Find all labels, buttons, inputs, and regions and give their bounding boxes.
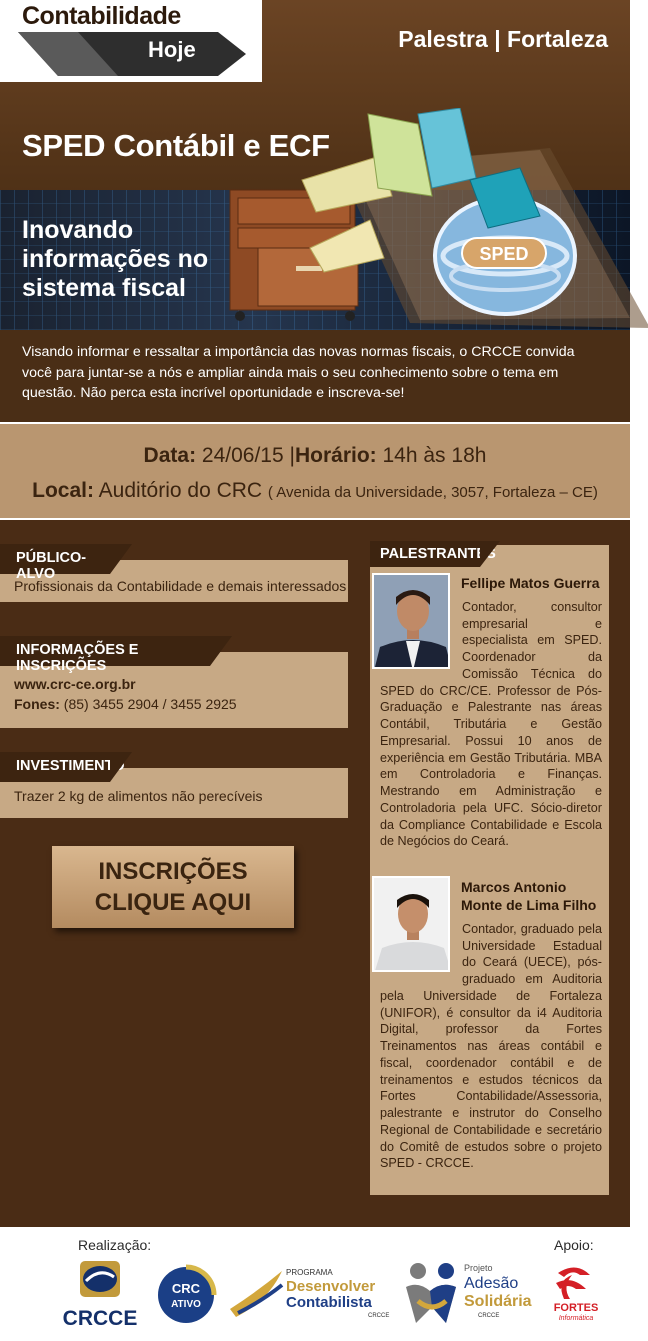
speakers-heading: PALESTRANTES xyxy=(370,541,480,567)
fortes-logo[interactable] xyxy=(550,1261,602,1323)
sped-illustration xyxy=(220,108,648,333)
date-separator: | xyxy=(289,444,295,467)
support-label: Apoio: xyxy=(554,1237,594,1253)
adesao-text: Adesão xyxy=(464,1275,519,1292)
audience-panel xyxy=(0,550,348,602)
desenvolver-text: Desenvolver xyxy=(286,1278,376,1295)
location-address: ( Avenida da Universidade, 3057, Fortaleza – CE) xyxy=(267,484,598,501)
time-value: 14h às 18h xyxy=(382,444,487,467)
brand-word: Contabilidade xyxy=(22,2,181,30)
speaker-1-bio xyxy=(380,599,602,850)
speaker-1-photo-spacer xyxy=(380,599,462,673)
investment-text: Trazer 2 kg de alimentos não perecíveis xyxy=(14,788,263,804)
investment-heading: INVESTIMENTO xyxy=(0,752,110,782)
solidaria-text: Solidária xyxy=(464,1293,532,1310)
organizer-label: Realização: xyxy=(78,1237,152,1253)
event-type-tag: Palestra | Fortaleza xyxy=(398,26,608,52)
speaker-1-bio-text: Contador, consultor empresarial e especialista em SPED. Coordenador da Comissão Técnica do SPED do CRC/CE. Professor de Pós-Graduação e Palestrante nas áreas Contábil, Tributária e Gestão Empresarial. Possui 10 anos de experiência em Gestão Tributária. MBA em Controladoria e Finanças. Mestrando em Administração e Controladoria pela UFC. Sócio-diretor da Compliance Contabilidade e Escola de Negócios do Ceará. xyxy=(380,600,602,849)
location-line xyxy=(0,479,630,503)
crc-ativo-bottom: ATIVO xyxy=(171,1299,201,1310)
desenvolver-contabilista-logo[interactable] xyxy=(228,1261,394,1327)
brand-logo[interactable] xyxy=(0,0,262,82)
brand-arrow-icon xyxy=(18,28,248,78)
audience-heading: PÚBLICO-ALVO xyxy=(0,544,110,574)
intro-text: Visando informar e ressaltar a importância das novas normas fiscais, o CRCCE convida você para juntar-se a nós e ampliar ainda mais o seu conhecimento sobre o tema em questão. Não perca esta incrível oportunidade e inscreva-se! xyxy=(22,344,575,402)
date-value: 24/06/15 xyxy=(201,444,284,467)
footer-sponsors xyxy=(0,1227,648,1341)
informatica-text: Informática xyxy=(558,1315,594,1322)
fortes-text: FORTES xyxy=(553,1302,599,1314)
intro-block xyxy=(0,330,630,422)
event-details xyxy=(0,424,630,518)
phones-label: Fones: xyxy=(14,696,60,713)
crc-ativo-top: CRC xyxy=(171,1281,201,1296)
projeto-text: Projeto xyxy=(464,1263,493,1273)
register-button-label: INSCRIÇÕES CLIQUE AQUI xyxy=(94,858,252,917)
programa-crcce-text: CRCCE xyxy=(368,1313,390,1319)
location-label: Local: xyxy=(32,479,94,502)
speaker-1-name: Fellipe Matos Guerra xyxy=(461,575,600,591)
info-contacts xyxy=(14,674,237,715)
website-link[interactable]: www.crc-ce.org.br xyxy=(14,676,136,692)
speaker-2-bio xyxy=(380,921,602,1172)
investment-panel xyxy=(0,758,348,818)
speaker-2-name: Marcos Antonio Monte de Lima Filho xyxy=(461,879,597,913)
time-label: Horário: xyxy=(294,444,377,467)
contabilista-text: Contabilista xyxy=(286,1294,372,1311)
header-banner xyxy=(0,0,630,330)
info-panel xyxy=(0,642,348,728)
phones-value: (85) 3455 2904 / 3455 2925 xyxy=(63,696,237,713)
date-time-line xyxy=(0,444,630,468)
page-subtitle: Inovando informações no sistema fiscal xyxy=(22,216,209,302)
speaker-2-bio-text: Contador, graduado pela Universidade Estadual do Ceará (UECE), pós-graduado em Auditoria pela Universidade de Fortaleza (UNIFOR), é consultor da i4 Auditoria Digital, professor da Fortes Treinamentos nas áreas contábil e fiscal, coordenador contábil e de treinamentos e estudos técnicos da Fortes Contabilidade/Assessoria, palestrante e instrutor do Conselho Regional de Contabilidade e secretário do Comitê de estudos sobre o projeto SPED - CRCCE. xyxy=(380,922,602,1171)
programa-text: PROGRAMA xyxy=(286,1268,333,1277)
info-heading: INFORMAÇÕES E INSCRIÇÕES xyxy=(0,636,210,666)
crcce-text: CRCCE xyxy=(62,1307,138,1330)
audience-text: Profissionais da Contabilidade e demais interessados xyxy=(14,578,347,594)
crc-ativo-logo[interactable] xyxy=(156,1261,220,1327)
page-title: SPED Contábil e ECF xyxy=(22,128,330,163)
adesao-solidaria-logo[interactable] xyxy=(402,1257,548,1327)
speakers-panel xyxy=(370,545,609,1195)
date-label: Data: xyxy=(143,444,197,467)
sped-badge-text: SPED xyxy=(479,244,529,264)
adesao-crcce-text: CRCCE xyxy=(478,1313,500,1319)
crcce-logo[interactable] xyxy=(58,1259,142,1331)
register-button[interactable] xyxy=(52,846,294,928)
speaker-2-photo-spacer xyxy=(380,921,462,977)
brand-subword: Hoje xyxy=(148,37,196,62)
location-value: Auditório do CRC xyxy=(98,479,263,502)
